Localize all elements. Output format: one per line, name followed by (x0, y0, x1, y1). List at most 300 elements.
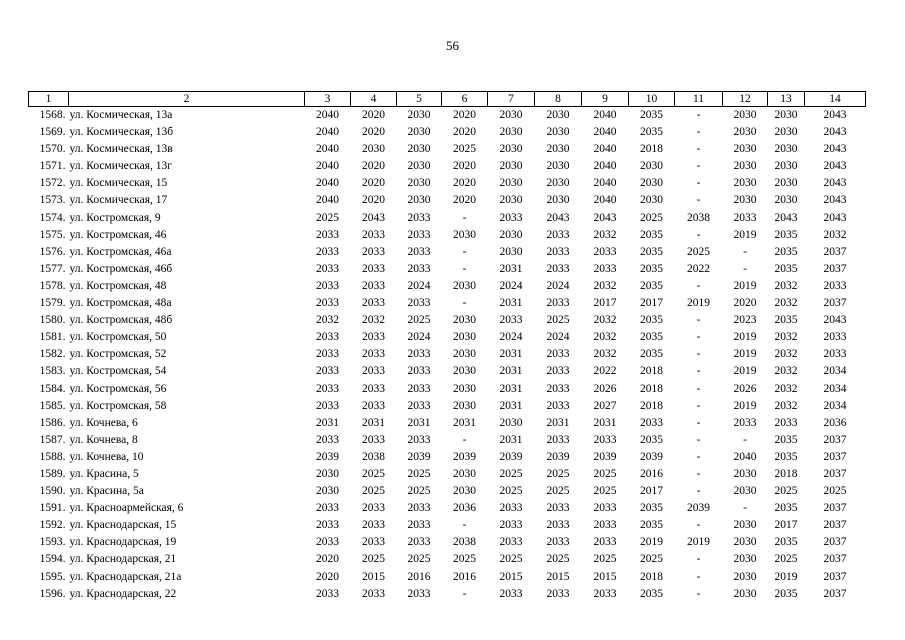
row-number: 1577. (39, 262, 66, 275)
year-cell: 2020 (453, 177, 476, 190)
table-row (29, 312, 866, 329)
year-cell: 2033 (362, 587, 385, 600)
year-cell: - (743, 502, 747, 515)
year-cell: 2025 (407, 553, 431, 566)
address-cell: ул. Космическая, 15 (69, 177, 168, 190)
year-cell: 2024 (499, 331, 523, 344)
year-cell: 2025 (499, 553, 523, 566)
year-cell: 2030 (733, 143, 757, 156)
year-cell: 2030 (453, 467, 476, 480)
year-cell: 2039 (407, 450, 431, 463)
year-cell: 2032 (362, 314, 385, 327)
address-cell: ул. Костромская, 48 (69, 279, 167, 292)
year-cell: 2033 (733, 416, 757, 429)
table-row (29, 500, 866, 517)
column-header: 14 (805, 92, 866, 107)
year-cell: 2024 (546, 331, 570, 344)
year-cell: 2031 (546, 416, 570, 429)
year-cell: 2018 (774, 467, 798, 480)
year-cell: - (462, 211, 467, 224)
row-number: 1584. (39, 382, 66, 395)
data-table (28, 91, 866, 603)
year-cell: 2040 (316, 194, 339, 207)
row-number: 1595. (39, 570, 66, 583)
year-cell: 2015 (546, 570, 570, 583)
year-cell: 2033 (407, 519, 431, 532)
year-cell: 2020 (316, 570, 339, 583)
year-cell: 2035 (640, 502, 663, 515)
row-number: 1581. (39, 331, 66, 344)
year-cell: 2035 (774, 433, 798, 446)
row-number: 1571. (39, 160, 66, 173)
year-cell: 2025 (546, 314, 570, 327)
address-cell: ул. Краснодарская, 15 (69, 519, 177, 532)
year-cell: 2033 (316, 297, 339, 310)
year-cell: 2037 (823, 297, 847, 310)
row-number: 1572. (39, 177, 66, 190)
year-cell: - (696, 365, 701, 378)
year-cell: - (696, 109, 701, 121)
column-header: 11 (675, 92, 723, 107)
year-cell: 2019 (733, 331, 757, 344)
year-cell: 2030 (546, 126, 570, 139)
year-cell: 2033 (316, 536, 339, 549)
table-row (29, 483, 866, 500)
year-cell: 2030 (362, 143, 385, 156)
address-cell: ул. Космическая, 13в (69, 143, 173, 156)
table-row (29, 432, 866, 449)
year-cell: 2037 (823, 502, 847, 515)
year-cell: 2025 (499, 467, 523, 480)
year-cell: - (696, 519, 701, 532)
row-number: 1588. (39, 450, 66, 463)
year-cell: 2030 (774, 160, 798, 173)
address-cell: ул. Костромская, 46б (69, 262, 173, 275)
year-cell: 2030 (774, 177, 798, 190)
year-cell: 2033 (362, 502, 385, 515)
address-cell: ул. Космическая, 13а (69, 109, 173, 121)
year-cell: 2015 (362, 570, 385, 583)
year-cell: 2040 (733, 450, 757, 463)
year-cell: 2033 (823, 279, 847, 292)
year-cell: 2017 (640, 485, 663, 498)
year-cell: 2033 (546, 228, 570, 241)
year-cell: 2030 (640, 194, 663, 207)
table-row (29, 415, 866, 432)
year-cell: 2034 (823, 399, 847, 412)
table-row (29, 449, 866, 466)
year-cell: 2033 (407, 536, 431, 549)
year-cell: 2033 (593, 502, 617, 515)
year-cell: 2035 (640, 262, 663, 275)
year-cell: 2031 (499, 297, 523, 310)
row-number: 1579. (39, 297, 66, 310)
year-cell: 2020 (316, 553, 339, 566)
year-cell: 2016 (453, 570, 476, 583)
year-cell: 2030 (640, 177, 663, 190)
year-cell: 2037 (823, 245, 847, 258)
year-cell: 2033 (407, 297, 431, 310)
year-cell: 2030 (499, 143, 523, 156)
year-cell: 2033 (593, 587, 617, 600)
year-cell: 2035 (640, 228, 663, 241)
year-cell: 2040 (593, 160, 617, 173)
year-cell: 2032 (316, 314, 339, 327)
year-cell: - (462, 587, 467, 600)
year-cell: 2033 (407, 228, 431, 241)
year-cell: - (696, 143, 701, 156)
year-cell: 2032 (593, 331, 617, 344)
year-cell: 2031 (499, 262, 523, 275)
year-cell: 2030 (774, 194, 798, 207)
year-cell: 2035 (774, 587, 798, 600)
row-number: 1576. (39, 245, 66, 258)
year-cell: 2033 (362, 297, 385, 310)
year-cell: 2031 (499, 382, 523, 395)
year-cell: - (696, 331, 701, 344)
year-cell: 2043 (362, 211, 385, 224)
year-cell: 2037 (823, 587, 847, 600)
year-cell: 2032 (774, 331, 798, 344)
column-header: 10 (629, 92, 675, 107)
table-row (29, 141, 866, 158)
address-cell: ул. Космическая, 13г (69, 160, 172, 173)
year-cell: - (696, 228, 701, 241)
year-cell: 2030 (733, 587, 757, 600)
row-number: 1568. (39, 109, 66, 121)
year-cell: 2019 (687, 297, 710, 310)
table-header-row (29, 92, 866, 107)
year-cell: 2030 (733, 160, 757, 173)
year-cell: 2030 (407, 143, 431, 156)
address-cell: ул. Костромская, 46а (69, 245, 172, 258)
year-cell: 2033 (593, 262, 617, 275)
year-cell: 2024 (546, 279, 570, 292)
year-cell: 2020 (453, 194, 476, 207)
address-cell: ул. Кочнева, 6 (69, 416, 138, 429)
year-cell: 2030 (407, 194, 431, 207)
year-cell: 2032 (593, 228, 617, 241)
column-header: 2 (69, 92, 305, 107)
year-cell: 2033 (499, 519, 523, 532)
column-header: 12 (723, 92, 768, 107)
table-row (29, 192, 866, 209)
column-header: 9 (582, 92, 629, 107)
year-cell: 2030 (733, 519, 757, 532)
year-cell: 2033 (499, 536, 523, 549)
year-cell: 2025 (362, 467, 385, 480)
page-number: 56 (446, 38, 459, 53)
year-cell: 2030 (546, 160, 570, 173)
year-cell: 2031 (593, 416, 617, 429)
year-cell: 2033 (546, 382, 570, 395)
year-cell: 2025 (499, 485, 523, 498)
table-row (29, 466, 866, 483)
year-cell: 2033 (774, 416, 798, 429)
year-cell: 2030 (407, 109, 431, 121)
year-cell: 2025 (546, 485, 570, 498)
year-cell: 2020 (362, 160, 385, 173)
year-cell: 2030 (546, 109, 570, 121)
year-cell: 2035 (640, 109, 663, 121)
year-cell: 2030 (733, 553, 757, 566)
year-cell: 2020 (453, 109, 476, 121)
year-cell: 2020 (362, 194, 385, 207)
year-cell: 2032 (593, 279, 617, 292)
year-cell: 2043 (823, 160, 847, 173)
year-cell: 2033 (362, 519, 385, 532)
year-cell: 2033 (546, 433, 570, 446)
address-cell: ул. Красина, 5а (69, 485, 144, 498)
year-cell: 2025 (593, 485, 617, 498)
year-cell: 2026 (593, 382, 617, 395)
year-cell: 2033 (546, 365, 570, 378)
year-cell: - (696, 279, 701, 292)
address-cell: ул. Костромская, 48а (69, 297, 172, 310)
year-cell: 2030 (453, 365, 476, 378)
year-cell: 2040 (316, 126, 339, 139)
row-number: 1575. (39, 228, 66, 241)
address-cell: ул. Красина, 5 (69, 467, 139, 480)
year-cell: 2039 (593, 450, 617, 463)
year-cell: 2030 (499, 416, 523, 429)
address-cell: ул. Костромская, 46 (69, 228, 167, 241)
year-cell: 2033 (316, 228, 339, 241)
table-row (29, 363, 866, 380)
year-cell: 2035 (640, 279, 663, 292)
table-row (29, 329, 866, 346)
year-cell: - (462, 245, 467, 258)
table-row (29, 244, 866, 261)
year-cell: 2043 (823, 211, 847, 224)
year-cell: 2027 (593, 399, 617, 412)
year-cell: 2035 (640, 331, 663, 344)
row-number: 1585. (39, 399, 66, 412)
year-cell: 2024 (407, 279, 431, 292)
row-number: 1574. (39, 211, 66, 224)
year-cell: 2033 (733, 211, 757, 224)
year-cell: 2033 (593, 536, 617, 549)
year-cell: 2033 (640, 416, 663, 429)
address-cell: ул. Костромская, 58 (69, 399, 167, 412)
year-cell: 2025 (593, 467, 617, 480)
row-number: 1587. (39, 433, 66, 446)
year-cell: 2033 (362, 382, 385, 395)
year-cell: 2025 (362, 553, 385, 566)
year-cell: 2033 (546, 245, 570, 258)
year-cell: 2033 (316, 262, 339, 275)
row-number: 1591. (39, 502, 66, 515)
year-cell: 2030 (499, 126, 523, 139)
address-cell: ул. Краснодарская, 21 (69, 553, 177, 566)
year-cell: 2037 (823, 433, 847, 446)
year-cell: 2039 (316, 450, 339, 463)
year-cell: 2031 (499, 348, 523, 361)
row-number: 1586. (39, 416, 66, 429)
year-cell: 2025 (453, 553, 476, 566)
year-cell: 2033 (316, 382, 339, 395)
year-cell: 2030 (546, 143, 570, 156)
year-cell: 2035 (774, 314, 798, 327)
address-cell: ул. Костромская, 56 (69, 382, 167, 395)
year-cell: 2019 (687, 536, 710, 549)
year-cell: 2040 (593, 109, 617, 121)
table-row (29, 586, 866, 603)
year-cell: - (696, 399, 701, 412)
year-cell: 2017 (640, 297, 663, 310)
year-cell: 2040 (593, 177, 617, 190)
year-cell: - (696, 450, 701, 463)
year-cell: 2031 (362, 416, 385, 429)
column-header: 1 (29, 92, 69, 107)
year-cell: 2032 (774, 348, 798, 361)
year-cell: 2017 (593, 297, 617, 310)
year-cell: 2033 (407, 211, 431, 224)
table-row (29, 227, 866, 244)
year-cell: 2030 (453, 314, 476, 327)
year-cell: - (743, 245, 747, 258)
year-cell: 2019 (733, 399, 757, 412)
year-cell: - (696, 314, 701, 327)
year-cell: 2033 (499, 211, 523, 224)
table-row (29, 124, 866, 141)
year-cell: 2030 (774, 109, 798, 121)
year-cell: 2040 (593, 143, 617, 156)
year-cell: 2030 (499, 245, 523, 258)
address-cell: ул. Костромская, 52 (69, 348, 167, 361)
year-cell: 2043 (823, 109, 847, 121)
year-cell: 2017 (774, 519, 798, 532)
row-number: 1594. (39, 553, 66, 566)
year-cell: - (696, 587, 701, 600)
year-cell: 2030 (407, 177, 431, 190)
year-cell: 2033 (316, 348, 339, 361)
year-cell: 2033 (823, 331, 847, 344)
year-cell: 2033 (316, 519, 339, 532)
year-cell: - (696, 126, 701, 139)
year-cell: 2030 (453, 399, 476, 412)
year-cell: 2030 (453, 485, 476, 498)
year-cell: 2043 (546, 211, 570, 224)
year-cell: 2033 (546, 297, 570, 310)
year-cell: - (696, 433, 701, 446)
year-cell: 2031 (316, 416, 339, 429)
year-cell: 2033 (316, 331, 339, 344)
year-cell: 2030 (546, 177, 570, 190)
year-cell: 2033 (546, 519, 570, 532)
year-cell: 2035 (640, 348, 663, 361)
year-cell: 2030 (407, 126, 431, 139)
address-cell: ул. Краснодарская, 21а (69, 570, 182, 583)
year-cell: 2031 (499, 399, 523, 412)
year-cell: 2033 (362, 433, 385, 446)
year-cell: - (696, 485, 701, 498)
year-cell: - (462, 262, 467, 275)
year-cell: 2039 (687, 502, 710, 515)
year-cell: 2035 (774, 245, 798, 258)
year-cell: 2035 (640, 314, 663, 327)
year-cell: 2024 (499, 279, 523, 292)
year-cell: 2016 (640, 467, 663, 480)
year-cell: 2030 (453, 348, 476, 361)
year-cell: 2033 (546, 348, 570, 361)
year-cell: 2039 (546, 450, 570, 463)
year-cell: 2033 (316, 433, 339, 446)
year-cell: 2040 (316, 160, 339, 173)
year-cell: 2038 (362, 450, 385, 463)
table-row (29, 398, 866, 415)
year-cell: 2019 (733, 228, 757, 241)
row-number: 1589. (39, 467, 66, 480)
column-header: 8 (535, 92, 582, 107)
year-cell: 2033 (407, 365, 431, 378)
row-number: 1578. (39, 279, 66, 292)
year-cell: 2033 (593, 519, 617, 532)
year-cell: 2026 (733, 382, 757, 395)
year-cell: 2025 (640, 211, 663, 224)
year-cell: 2033 (407, 245, 431, 258)
year-cell: 2019 (733, 279, 757, 292)
year-cell: 2019 (640, 536, 663, 549)
year-cell: 2030 (733, 570, 757, 583)
year-cell: - (696, 348, 701, 361)
year-cell: 2040 (316, 109, 339, 121)
year-cell: 2016 (407, 570, 431, 583)
year-cell: 2030 (453, 279, 476, 292)
year-cell: 2020 (362, 126, 385, 139)
year-cell: 2025 (316, 211, 339, 224)
year-cell: 2035 (774, 502, 798, 515)
year-cell: 2034 (823, 382, 847, 395)
row-number: 1596. (39, 587, 66, 600)
year-cell: 2019 (733, 348, 757, 361)
year-cell: - (462, 433, 467, 446)
year-cell: 2030 (546, 194, 570, 207)
year-cell: 2043 (823, 194, 847, 207)
year-cell: 2032 (823, 228, 847, 241)
column-header: 3 (305, 92, 351, 107)
year-cell: 2033 (546, 502, 570, 515)
year-cell: 2037 (823, 467, 847, 480)
year-cell: 2043 (823, 314, 847, 327)
year-cell: 2030 (316, 485, 339, 498)
row-number: 1580. (39, 314, 66, 327)
year-cell: 2033 (407, 262, 431, 275)
year-cell: - (743, 262, 747, 275)
year-cell: 2022 (593, 365, 617, 378)
year-cell: 2030 (499, 228, 523, 241)
table-row (29, 381, 866, 398)
year-cell: 2037 (823, 536, 847, 549)
year-cell: 2030 (733, 467, 757, 480)
table-body (29, 107, 866, 603)
year-cell: 2033 (546, 587, 570, 600)
year-cell: 2033 (362, 279, 385, 292)
year-cell: 2015 (499, 570, 523, 583)
table-row (29, 534, 866, 551)
year-cell: 2030 (640, 160, 663, 173)
year-cell: 2025 (546, 553, 570, 566)
year-cell: 2030 (499, 160, 523, 173)
year-cell: 2036 (823, 416, 847, 429)
year-cell: - (462, 519, 467, 532)
year-cell: 2031 (407, 416, 431, 429)
year-cell: 2033 (362, 536, 385, 549)
year-cell: - (743, 433, 747, 446)
year-cell: 2032 (774, 279, 798, 292)
table-row (29, 569, 866, 586)
year-cell: 2039 (499, 450, 523, 463)
